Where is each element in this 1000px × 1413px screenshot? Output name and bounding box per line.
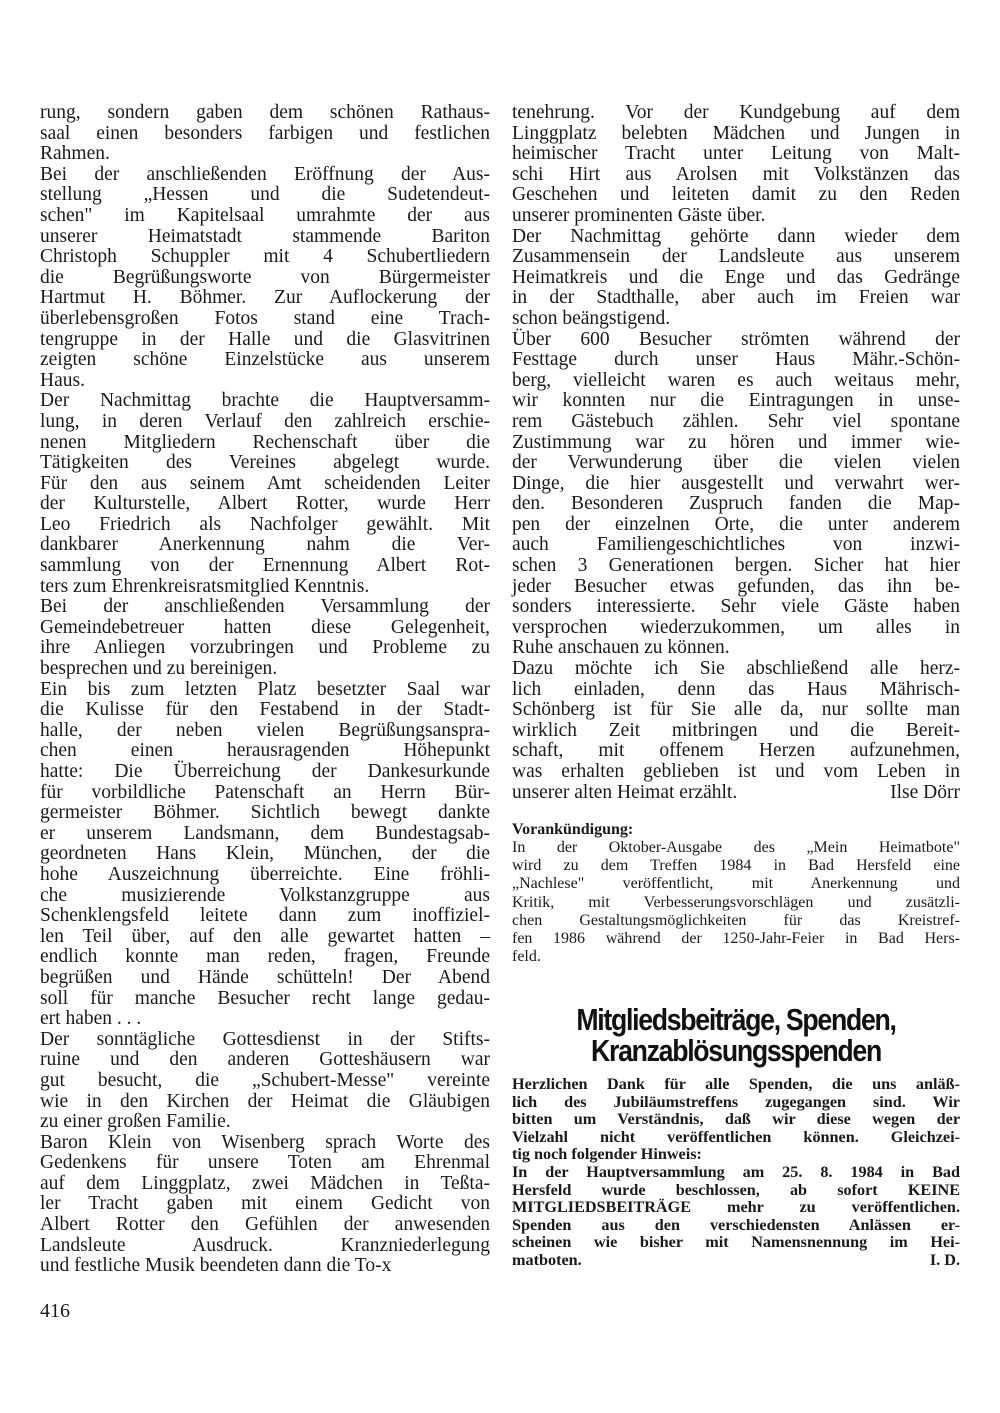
- left-column: [40, 103, 490, 1277]
- text-line: pen der einzelnen Orte, die unter anderem: [512, 513, 960, 535]
- text-line: berg, vielleicht waren es auch weitaus mehr,: [512, 369, 960, 391]
- text-line: fen 1986 während der 1250-Jahr-Feier in Bad Hers-: [512, 929, 960, 947]
- text-line: sammlung von der Ernennung Albert Rot-: [40, 555, 490, 577]
- text-line: Schönberg ist für Sie alle da, nur sollte man: [512, 699, 960, 721]
- text-line: Geschehen und leiteten damit zu den Reden: [512, 184, 960, 206]
- text-line: In der Oktober-Ausgabe des „Mein Heimatbote": [512, 839, 960, 856]
- text-line: Kritik, mit Verbesserungsvorschlägen und zusätzli-: [512, 893, 960, 911]
- text-line: jeder Besucher etwas gefunden, das ihn be-: [512, 575, 960, 597]
- text-line: hatte: Die Überreichung der Dankesurkunde: [40, 761, 490, 782]
- donations-title-line: Kranzablösungsspenden: [591, 1033, 881, 1068]
- text-line: besprechen und zu bereinigen.: [40, 658, 278, 680]
- text-line: chen einen herausragenden Höhepunkt: [40, 740, 490, 762]
- text-line: Rahmen.: [40, 143, 110, 165]
- text-line: Gedenkens für unsere Toten am Ehrenmal: [40, 1152, 490, 1174]
- text-line: Albert Rotter den Gefühlen der anwesenden: [40, 1214, 490, 1236]
- text-line: was erhalten geblieben ist und vom Leben in: [512, 761, 960, 782]
- paragraph: [40, 1030, 490, 1133]
- text-line: dankbarer Anerkennung nahm die Ver-: [40, 534, 490, 556]
- text-line: unserer prominenten Gäste über.: [512, 204, 766, 226]
- text-line: wie in den Kirchen der Heimat die Gläubigen: [40, 1090, 490, 1112]
- author-signature: Ilse Dörr: [890, 781, 960, 803]
- text-line: Haus.: [40, 369, 85, 391]
- text-line: begrüßen und Hände schütteln! Der Abend: [40, 966, 490, 988]
- text-line: nenen Mitgliedern Rechenschaft über die: [40, 431, 490, 453]
- text-line: scheinen wie bisher mit Namensnennung im Hei-: [512, 1233, 960, 1252]
- closing-text: matboten.: [512, 1250, 582, 1269]
- text-line: Dinge, die hier ausgestellt und verwahrt wer-: [512, 472, 960, 494]
- text-line: zu einer großen Familie.: [40, 1111, 231, 1133]
- text-line: len Teil über, auf den alle gewartet hatten –: [40, 925, 490, 947]
- text-line: rung, sondern gaben dem schönen Rathaus-: [40, 102, 490, 123]
- text-line: gut besucht, die „Schubert-Messe" vereinte: [40, 1069, 490, 1091]
- text-line: lung, in deren Verlauf den zahlreich erschie-: [40, 410, 490, 432]
- text-line: Spenden aus den verschiedensten Anlässen er-: [512, 1215, 960, 1234]
- paragraph: [40, 103, 490, 165]
- text-line: Für den aus seinem Amt scheidenden Leiter: [40, 472, 490, 494]
- text-line: der Verwunderung über die vielen vielen: [512, 452, 960, 474]
- text-line: soll für manche Besucher recht lange gedau-: [40, 987, 490, 1009]
- text-line: den. Besonderen Zuspruch fanden die Map-: [512, 493, 960, 515]
- text-line: schaft, mit offenem Herzen aufzunehmen,: [512, 740, 960, 762]
- text-line: stellung „Hessen und die Sudetendeut-: [40, 184, 490, 206]
- right-column: [512, 103, 960, 803]
- text-line: auch Familiengeschichtliches von inzwi-: [512, 534, 960, 556]
- text-line: wird zu dem Treffen 1984 in Bad Hersfeld eine: [512, 857, 960, 875]
- text-line: zeigten schöne Einzelstücke aus unserem: [40, 349, 490, 371]
- text-line: Landsleute Ausdruck. Kranzniederlegung: [40, 1234, 490, 1256]
- text-line: Der Nachmittag brachte die Hauptversamm-: [40, 390, 490, 412]
- text-line: feld.: [512, 948, 541, 966]
- text-line: der Kulturstelle, Albert Rotter, wurde Herr: [40, 493, 490, 515]
- donations-title: [543, 1004, 928, 1066]
- paragraph: [40, 165, 490, 392]
- text-line: er unserem Landsmann, dem Bundestagsab-: [40, 822, 490, 844]
- text-line: rem Gästebuch zählen. Sehr viel spontane: [512, 410, 960, 432]
- text-line: saal einen besonders farbigen und festlichen: [40, 122, 490, 144]
- paragraph: [40, 597, 490, 679]
- text-line: bitten um Verständnis, daß wir diese wegen der: [512, 1110, 960, 1129]
- paragraph: [512, 103, 960, 227]
- text-line: geordneten Hans Klein, München, der die: [40, 843, 490, 865]
- text-line: Ruhe anschauen zu können.: [512, 637, 730, 659]
- text-line: chen Gestaltungsmöglichkeiten für das Kreistref-: [512, 911, 960, 929]
- text-line: ruine und den anderen Gotteshäusern war: [40, 1049, 490, 1071]
- text-line: für vorbildliche Patenschaft an Herrn Bür-: [40, 781, 490, 803]
- text-line: halle, der neben vielen Begrüßungsanspra-: [40, 719, 490, 741]
- text-line: Herzlichen Dank für alle Spenden, die uns anläß-: [512, 1075, 960, 1093]
- paragraph: [40, 391, 490, 597]
- closing-text: unserer alten Heimat erzählt.: [512, 781, 738, 803]
- text-line: Zustimmung war zu hören und immer wie-: [512, 431, 960, 453]
- text-line: Gemeindebetreuer hatten diese Gelegenheit,: [40, 616, 490, 638]
- text-line: endlich konnte man reden, fragen, Freunde: [40, 946, 490, 968]
- announcement-heading: Vorankündigung:: [512, 821, 634, 838]
- text-line: ters zum Ehrenkreisratsmitglied Kenntnis.: [40, 575, 370, 597]
- text-line: Schenklengsfeld leitete dann zum inoffiziel-: [40, 905, 490, 927]
- text-line: Tätigkeiten des Vereines abgelegt wurde.: [40, 452, 490, 474]
- text-line: überlebensgroßen Fotos stand eine Trach-: [40, 307, 490, 329]
- text-line: lich des Jubiläumstreffens zugegangen sind. Wir: [512, 1092, 960, 1111]
- text-line: schen" im Kapitelsaal umrahmte der aus: [40, 204, 490, 226]
- announcement: [512, 821, 960, 966]
- text-line: tenehrung. Vor der Kundgebung auf dem: [512, 102, 960, 123]
- text-line: und festliche Musik beendeten dann die To-x: [40, 1255, 392, 1277]
- text-line: „Nachlese" veröffentlicht, mit Anerkennung und: [512, 875, 960, 893]
- text-line: Heimatkreis und die Enge und das Gedränge: [512, 266, 960, 288]
- text-line: Bei der anschließenden Eröffnung der Aus-: [40, 163, 490, 185]
- text-line: Hersfeld wurde beschlossen, ab sofort KEINE: [512, 1180, 960, 1199]
- paragraph: [512, 227, 960, 330]
- donations-title-line: Mitgliedsbeiträge, Spenden,: [576, 1002, 896, 1037]
- text-line: che musizierende Volkstanzgruppe aus: [40, 884, 490, 906]
- text-line: die Begrüßungsworte von Bürgermeister: [40, 266, 490, 288]
- text-line: ert haben . . .: [40, 1008, 142, 1030]
- text-line: sonders interessierte. Sehr viele Gäste haben: [512, 596, 960, 618]
- text-line: Der sonntägliche Gottesdienst in der Stifts-: [40, 1028, 490, 1050]
- text-line: MITGLIEDSBEITRÄGE mehr zu veröffentlichen.: [512, 1198, 960, 1217]
- text-line: Über 600 Besucher strömten während der: [512, 328, 960, 350]
- text-line: schon beängstigend.: [512, 307, 671, 329]
- paragraph: [40, 680, 490, 1030]
- text-line: unserer Heimatstadt stammende Bariton: [40, 225, 490, 247]
- donations-closing: [512, 1252, 960, 1270]
- paragraph: [512, 659, 960, 783]
- text-line: hohe Auszeichnung überreichte. Eine fröhli-: [40, 863, 490, 885]
- text-line: ihre Anliegen vorzubringen und Probleme zu: [40, 637, 490, 659]
- paragraph: [512, 1164, 960, 1252]
- text-line: heimischer Tracht unter Leitung von Malt-: [512, 143, 960, 165]
- initials-signature: I. D.: [929, 1250, 960, 1269]
- text-line: Bei der anschließenden Versammlung der: [40, 596, 490, 618]
- text-line: auf dem Linggplatz, zwei Mädchen in Teßta-: [40, 1172, 490, 1194]
- text-line: tengruppe in der Halle und die Glasvitrinen: [40, 328, 490, 350]
- paragraph: [512, 1076, 960, 1164]
- text-line: Christoph Schuppler mit 4 Schubertliedern: [40, 246, 490, 268]
- text-line: Leo Friedrich als Nachfolger gewählt. Mit: [40, 513, 490, 535]
- text-line: Vielzahl nicht veröffentlichen können. Gleichzei-: [512, 1127, 960, 1146]
- text-line: die Kulisse für den Festabend in der Stadt-: [40, 699, 490, 721]
- text-line: Ein bis zum letzten Platz besetzter Saal war: [40, 678, 490, 700]
- text-line: lich einladen, denn das Haus Mährisch-: [512, 678, 960, 700]
- text-line: Baron Klein von Wisenberg sprach Worte des: [40, 1131, 490, 1153]
- text-line: in der Stadthalle, aber auch im Freien war: [512, 287, 960, 309]
- text-line: Zusammensein der Landsleute aus unserem: [512, 246, 960, 268]
- text-line: In der Hauptversammlung am 25. 8. 1984 in Bad: [512, 1162, 960, 1181]
- text-line: tig noch folgender Hinweis:: [512, 1145, 702, 1164]
- text-line: Dazu möchte ich Sie abschließend alle herz-: [512, 658, 960, 680]
- paragraph: [512, 330, 960, 660]
- paragraph: [40, 1133, 490, 1277]
- text-line: Hartmut H. Böhmer. Zur Auflockerung der: [40, 287, 490, 309]
- text-line: Der Nachmittag gehörte dann wieder dem: [512, 225, 960, 247]
- text-line: schi Hirt aus Arolsen mit Volkstänzen das: [512, 163, 960, 185]
- text-line: wirklich Zeit mitbringen und die Bereit-: [512, 719, 960, 741]
- text-line: versprochen wiederzukommen, um alles in: [512, 616, 960, 638]
- text-line: Festtage durch unser Haus Mähr.-Schön-: [512, 349, 960, 371]
- closing-line: [512, 783, 960, 804]
- text-line: Linggplatz belebten Mädchen und Jungen in: [512, 122, 960, 144]
- page-number: 416: [40, 1300, 70, 1322]
- text-line: ler Tracht gaben mit einem Gedicht von: [40, 1193, 490, 1215]
- text-line: germeister Böhmer. Sichtlich bewegt dankte: [40, 802, 490, 824]
- donations-notice: [512, 1076, 960, 1270]
- text-line: schen 3 Generationen bergen. Sicher hat hier: [512, 555, 960, 577]
- text-line: wir konnten nur die Eintragungen in unse-: [512, 390, 960, 412]
